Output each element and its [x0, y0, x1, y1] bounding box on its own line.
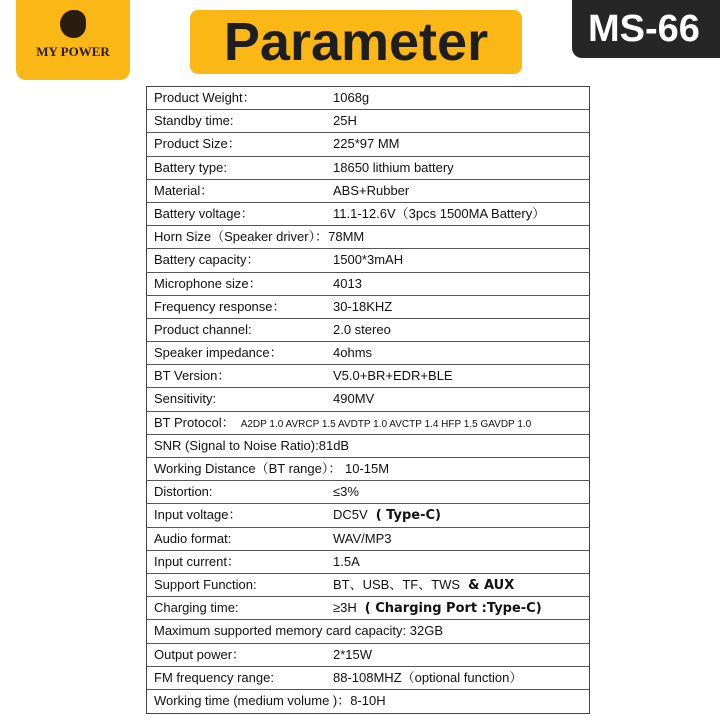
- row-label: Standby time:: [154, 113, 234, 129]
- row-value-highlight: ( Charging Port :Type-C): [364, 601, 542, 617]
- table-row: [147, 180, 589, 203]
- row-label: BT Protocol：: [154, 414, 235, 430]
- row-label: Sensitivity:: [154, 391, 217, 407]
- row-value: [333, 180, 409, 202]
- row-value-text: V5.0+BR+EDR+BLE: [333, 368, 453, 384]
- row-value-text: 11.1-12.6V（3pcs 1500MA Battery）: [333, 205, 546, 221]
- table-row: [147, 458, 589, 481]
- table-row: [147, 620, 589, 643]
- row-value: [333, 296, 392, 318]
- table-row: [147, 528, 589, 551]
- table-row: [147, 690, 589, 713]
- row-value-text: ABS+Rubber: [333, 182, 410, 198]
- row-label: Battery type:: [154, 159, 227, 175]
- parameter-table: [146, 86, 590, 714]
- row-value: [333, 342, 372, 364]
- table-row: [147, 273, 589, 296]
- row-label: Output power：: [154, 646, 246, 662]
- row-value-text: 225*97 MM: [333, 136, 400, 152]
- row-value-text: 490MV: [333, 391, 375, 407]
- row-value: [333, 319, 391, 341]
- row-value-text: 18650 lithium battery: [333, 159, 454, 175]
- row-value: [333, 133, 399, 155]
- row-value: [333, 551, 360, 573]
- row-value-text: 4ohms: [333, 345, 373, 361]
- row-label: Input voltage：: [154, 507, 242, 523]
- row-label: FM frequency range:: [154, 669, 274, 685]
- row-value-text: 25H: [333, 113, 357, 129]
- row-value: [333, 157, 454, 179]
- row-label: Product Size：: [154, 136, 241, 152]
- table-row: [147, 226, 589, 249]
- row-value: [333, 203, 545, 225]
- row-value: [333, 528, 392, 550]
- row-label: Working Distance（BT range）： 10-15M: [154, 461, 390, 476]
- row-value-highlight: ( Type-C): [375, 508, 441, 524]
- table-row: [147, 435, 589, 458]
- table-row: [147, 365, 589, 388]
- table-row: [147, 319, 589, 342]
- row-label: Support Function:: [154, 576, 257, 592]
- row-value: A2DP 1.0 AVRCP 1.5 AVDTP 1.0 AVCTP 1.4 HFP 1.5 GAVDP 1.0: [240, 418, 532, 430]
- brand-name: MY POWER: [36, 44, 110, 59]
- row-label: Working time (medium volume )：8-10H: [154, 692, 386, 708]
- row-label: Product Weight：: [154, 90, 256, 105]
- row-label: Input current：: [154, 553, 240, 569]
- row-value: [333, 481, 359, 503]
- table-row: [147, 551, 589, 574]
- row-label: Distortion:: [154, 484, 213, 500]
- table-row: [147, 296, 589, 319]
- table-row: [147, 249, 589, 272]
- row-value: [333, 110, 357, 132]
- row-value-text: ≥3H: [333, 600, 357, 616]
- row-label: Material：: [154, 182, 214, 198]
- row-value-text: ≤3%: [333, 484, 359, 500]
- row-value: [333, 597, 542, 620]
- table-row: [147, 110, 589, 133]
- row-label: Product channel:: [154, 321, 252, 337]
- table-row: [147, 504, 589, 527]
- row-label: SNR (Signal to Noise Ratio):81dB: [154, 437, 350, 453]
- row-value: [333, 667, 522, 689]
- row-label: Horn Size（Speaker driver）：78MM: [154, 229, 365, 245]
- row-label: Speaker impedance：: [154, 345, 283, 361]
- brand-logo: [16, 0, 130, 80]
- row-label: BT Version：: [154, 368, 231, 384]
- table-row: [147, 203, 589, 226]
- row-value-text: 88-108MHZ（optional function）: [333, 669, 523, 685]
- row-value-text: 2*15W: [333, 646, 373, 662]
- row-value-text: 1500*3mAH: [333, 252, 404, 268]
- row-value: [333, 365, 453, 387]
- row-value: [333, 388, 374, 410]
- table-row: [147, 87, 589, 110]
- table-row: [147, 481, 589, 504]
- row-value-text: BT、USB、TF、TWS: [333, 576, 461, 592]
- row-value-text: 2.0 stereo: [333, 321, 391, 337]
- row-value-text: 1068g: [333, 90, 370, 105]
- model-badge: MS-66: [572, 0, 720, 58]
- table-row: [147, 133, 589, 156]
- row-value: [333, 504, 441, 527]
- row-value: [333, 87, 369, 109]
- table-row: [147, 667, 589, 690]
- table-row: [147, 412, 589, 435]
- row-value-text: WAV/MP3: [333, 530, 392, 546]
- row-value: [333, 249, 403, 271]
- row-label: Frequency response：: [154, 298, 286, 314]
- row-value-text: 1.5A: [333, 553, 360, 569]
- row-label: Charging time:: [154, 600, 239, 616]
- row-label: Battery capacity：: [154, 252, 260, 268]
- page-title: Parameter: [190, 10, 522, 74]
- row-value: [333, 273, 362, 295]
- row-value-text: 4013: [333, 275, 362, 291]
- table-row: [147, 574, 589, 597]
- table-row: [147, 388, 589, 411]
- row-label: Maximum supported memory card capacity: 32GB: [154, 623, 443, 639]
- row-value-highlight: & AUX: [468, 577, 515, 593]
- row-value: [333, 574, 514, 597]
- table-row: [147, 342, 589, 365]
- row-label: Audio format:: [154, 530, 232, 546]
- table-row: [147, 644, 589, 667]
- row-value-text: DC5V: [333, 507, 368, 523]
- row-value-text: 30-18KHZ: [333, 298, 393, 314]
- row-label: Microphone size：: [154, 275, 262, 291]
- row-value: [333, 644, 372, 666]
- table-row: [147, 597, 589, 620]
- row-label: Battery voltage：: [154, 205, 254, 221]
- table-row: [147, 157, 589, 180]
- horse-logo-icon: [60, 10, 86, 38]
